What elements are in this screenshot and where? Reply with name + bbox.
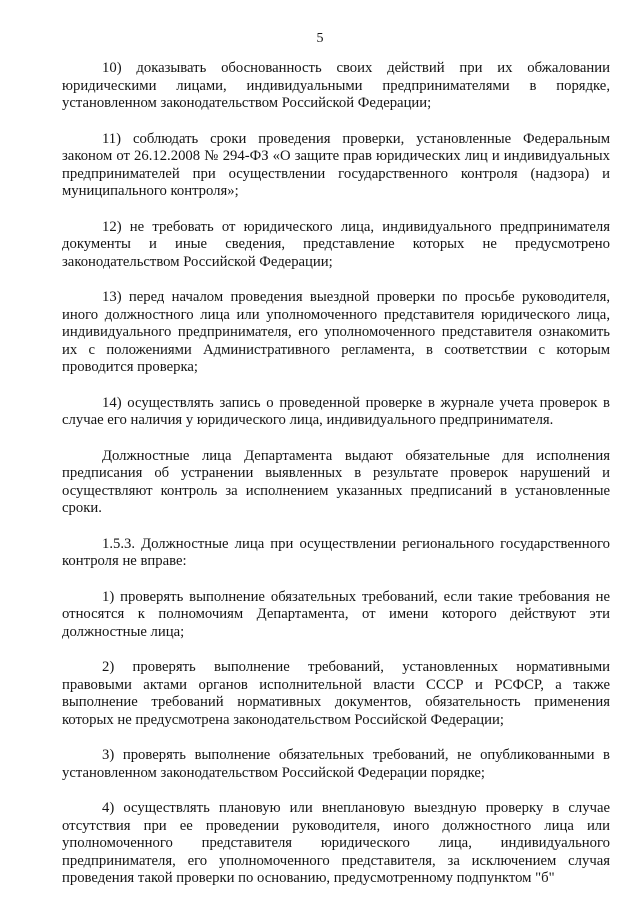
prohibition-item-3: 3) проверять выполнение обязательных требований, не опубликованными в установленном законодательством Российской Федерации порядке; bbox=[62, 747, 610, 781]
prohibition-item-2: 2) проверять выполнение требований, установленных нормативными правовыми актами органов исполнительной власти СССР и РСФСР, а также выполнение требований нормативных документов, обязательность применения которых не предусмотрена законодательством Российской Федерации; bbox=[62, 659, 610, 728]
paragraph-item-14: 14) осуществлять запись о проведенной проверке в журнале учета проверок в случае его наличия у юридического лица, индивидуального предпринимателя. bbox=[62, 394, 610, 428]
page-number: 5 bbox=[316, 31, 324, 46]
document-body bbox=[62, 60, 610, 906]
prohibition-item-4: 4) осуществлять плановую или внеплановую выездную проверку в случае отсутствия при ее проведении руководителя, иного должностного лица или уполномоченного представителя юридического лица, индивидуального предпринимателя, его уполномоченного представителя, за исключением случая проведения такой проверки по основанию, предусмотренному подпунктом "б" bbox=[62, 800, 610, 886]
paragraph-item-12: 12) не требовать от юридического лица, индивидуального предпринимателя документы и иные сведения, представление которых не предусмотрено законодательством Российской Федерации; bbox=[62, 218, 610, 270]
paragraph-item-11: 11) соблюдать сроки проведения проверки, установленные Федеральным законом от 26.12.2008 № 294-ФЗ «О защите прав юридических лиц и индивидуальных предпринимателей при осуществлении государственного контроля (надзора) и муниципального контроля»; bbox=[62, 130, 610, 199]
paragraph-item-10: 10) доказывать обоснованность своих действий при их обжаловании юридическими лицами, индивидуальными предпринимателями в порядке, установленном законодательством Российской Федерации; bbox=[62, 60, 610, 111]
paragraph-item-13: 13) перед началом проведения выездной проверки по просьбе руководителя, иного должностного лица или уполномоченного представителя юридического лица, индивидуального предпринимателя, его уполномоченного представителя ознакомить их с положениями Административного регламента, в соответствии с которым проводится проверка; bbox=[62, 289, 610, 375]
section-1-5-3-heading: 1.5.3. Должностные лица при осуществлении регионального государственного контроля не вправе: bbox=[62, 535, 610, 569]
paragraph-prescriptions: Должностные лица Департамента выдают обязательные для исполнения предписания об устранении выявленных в результате проверок нарушений и осуществляют контроль за исполнением указанных предписаний в установленные сроки. bbox=[62, 447, 610, 516]
prohibition-item-1: 1) проверять выполнение обязательных требований, если такие требования не относятся к полномочиям Департамента, от имени которого действуют эти должностные лица; bbox=[62, 588, 610, 640]
